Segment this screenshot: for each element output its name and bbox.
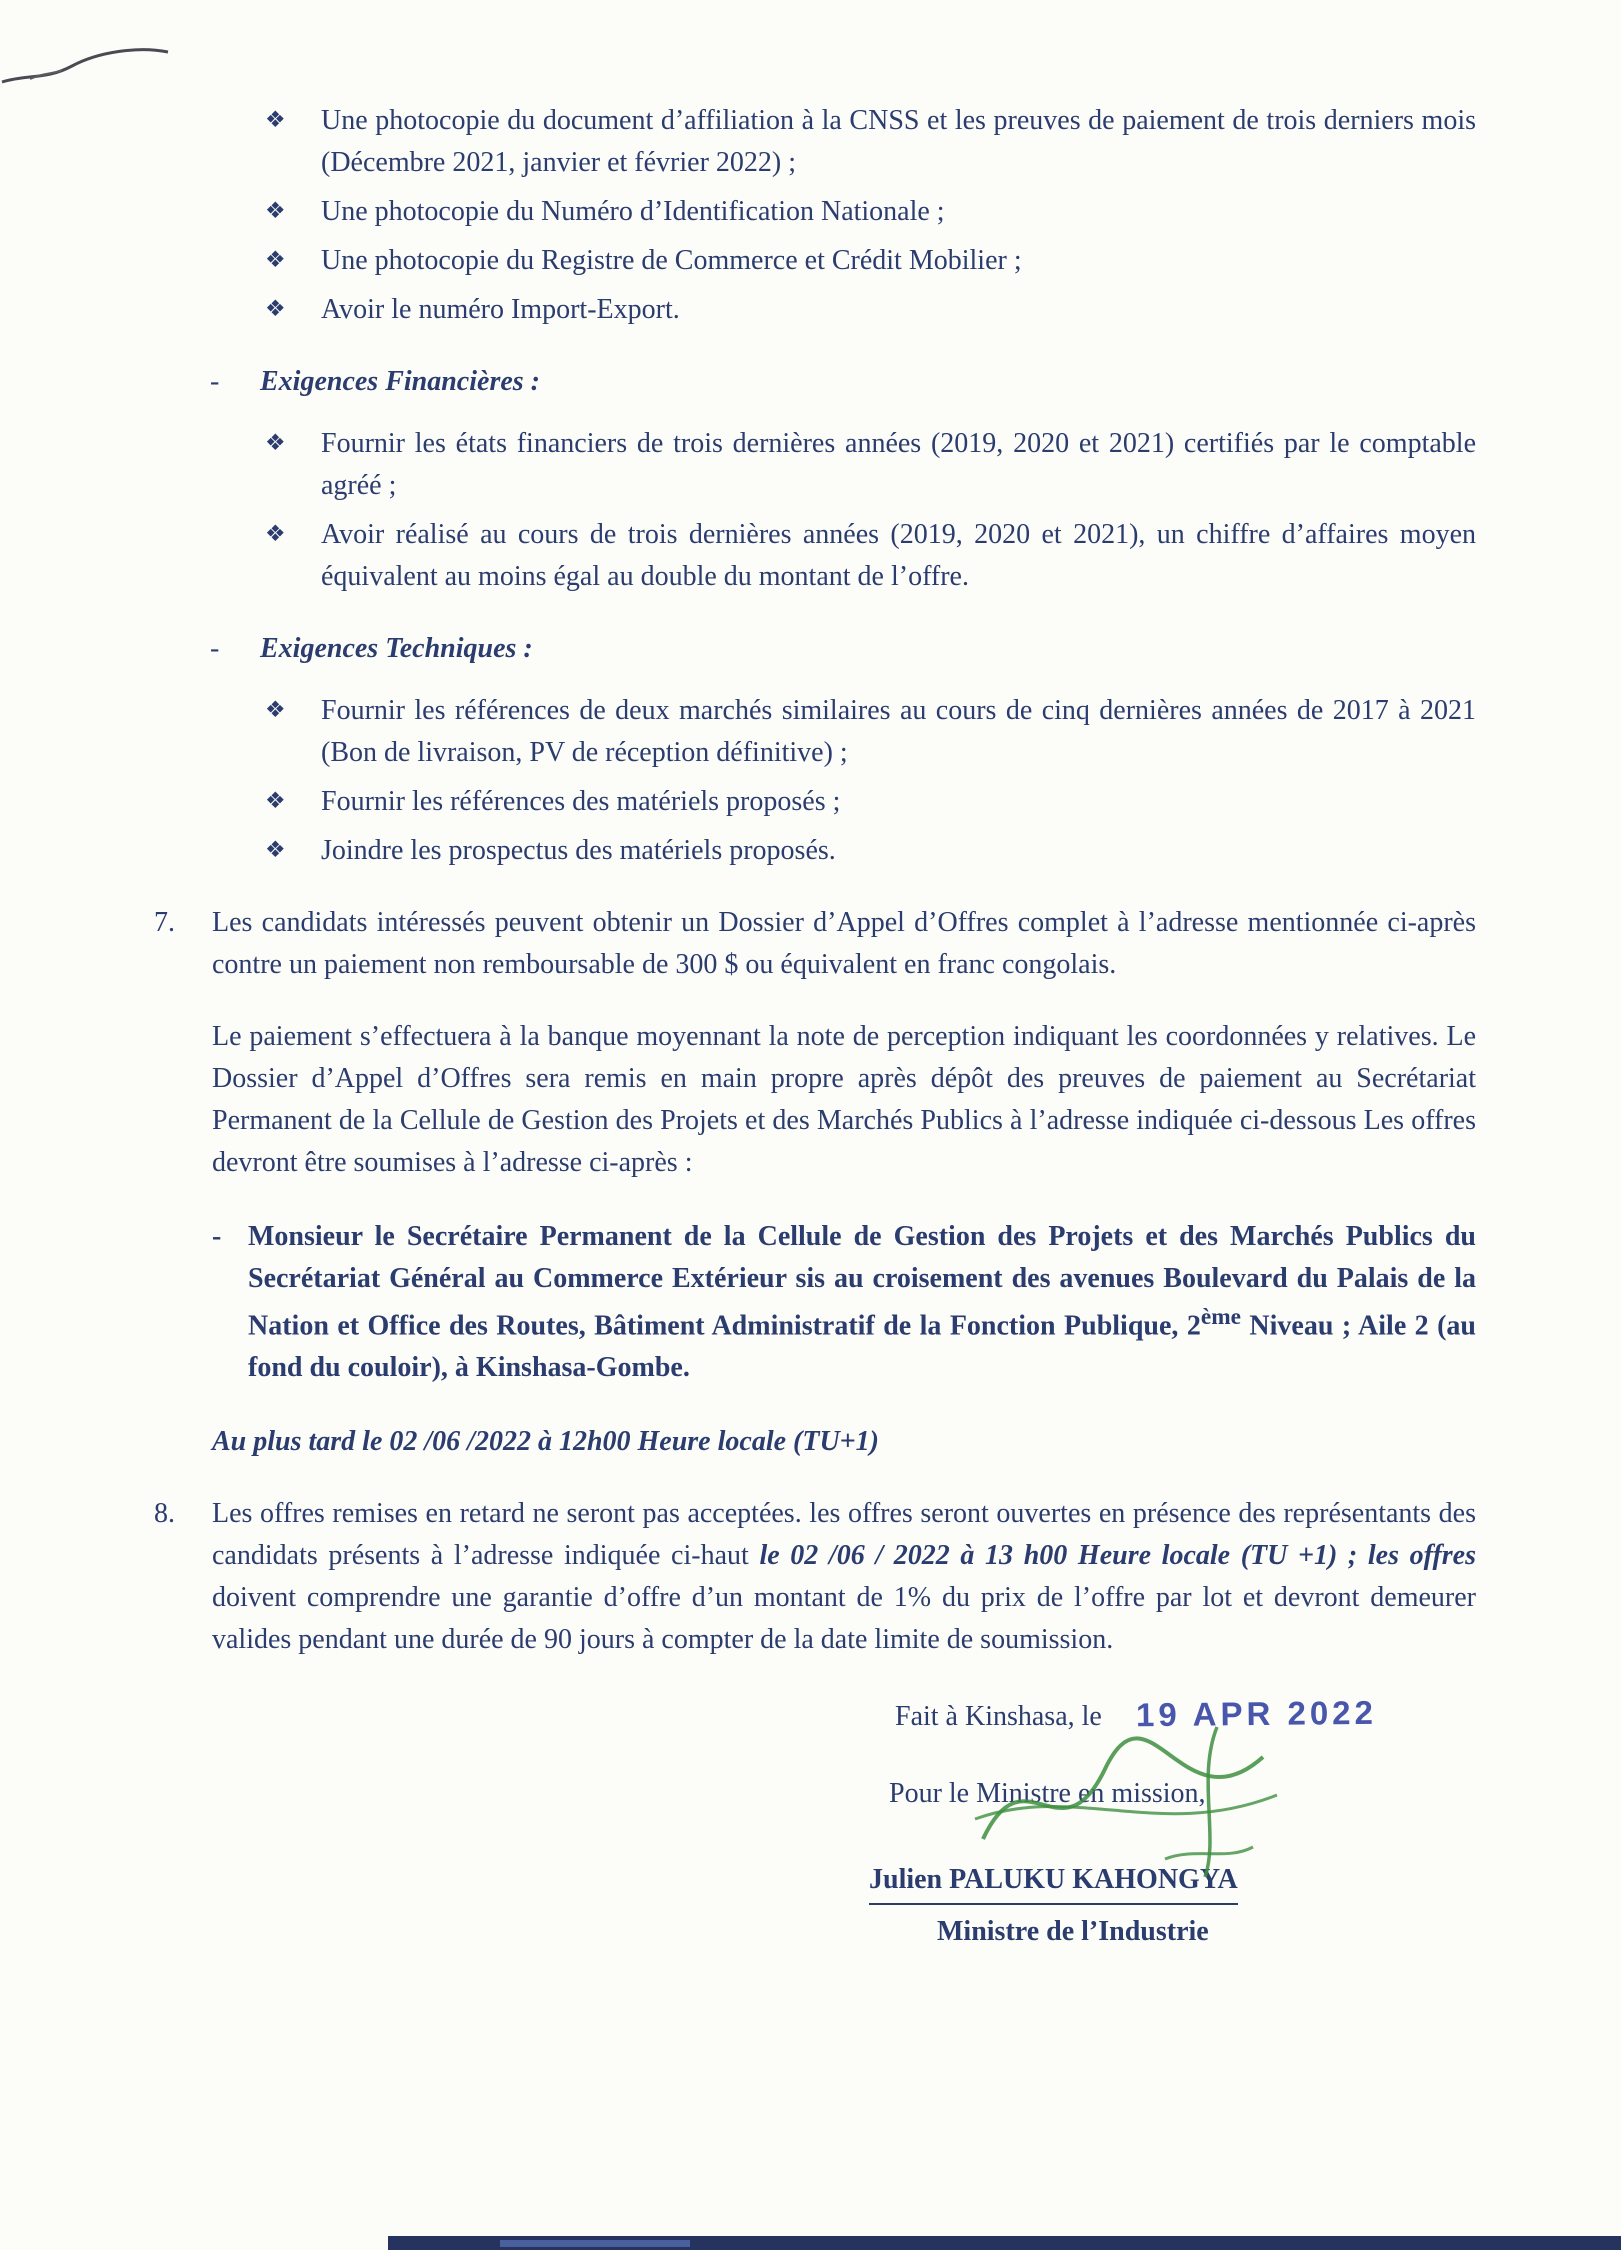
diamond-bullet-icon: ❖: [265, 107, 286, 132]
diamond-bullet-icon: ❖: [265, 296, 286, 321]
list-item: [265, 690, 1476, 774]
address-part-1: Monsieur le Secrétaire Permanent de la Cellule de Gestion des Projets et des Marchés Publics du Secrétariat Général au Commerce Extérieur sis au croisement des avenues Boulevard du Palais de la Nation et Office des Routes, Bâtiment Administratif de la Fonction Publique, 2: [248, 1221, 1476, 1342]
list-item-text: Avoir réalisé au cours de trois dernières années (2019, 2020 et 2021), un chiffre d’affaires moyen équivalent au moins égal au double du montant de l’offre.: [321, 519, 1476, 592]
list-item: [265, 781, 1476, 823]
diamond-bullet-icon: ❖: [265, 247, 286, 272]
for-minister-line: Pour le Ministre en mission,: [889, 1777, 1206, 1809]
list-item: [265, 240, 1476, 282]
financial-requirements-list: [150, 423, 1476, 598]
list-item: [265, 289, 1476, 331]
list-item-text: Une photocopie du document d’affiliation à la CNSS et les preuves de paiement de trois derniers mois (Décembre 2021, janvier et février 2022) ;: [321, 105, 1476, 178]
item-number: 8.: [154, 1498, 175, 1530]
dash-marker: -: [212, 1221, 222, 1252]
diamond-bullet-icon: ❖: [265, 198, 286, 223]
list-item: [265, 191, 1476, 233]
list-item-text: Fournir les états financiers de trois dernières années (2019, 2020 et 2021) certifiés par le comptable agréé ;: [321, 428, 1476, 501]
item8-segment-2: le 02 /06 / 2022 à 13 h00 Heure locale (TU +1) ; les offres: [759, 1540, 1477, 1572]
pen-scratch-artifact: [0, 24, 180, 94]
signatory-title: Ministre de l’Industrie: [937, 1915, 1209, 1947]
list-item-text: Fournir les références des matériels proposés ;: [321, 786, 841, 817]
diamond-bullet-icon: ❖: [265, 430, 286, 455]
diamond-bullet-icon: ❖: [265, 521, 286, 546]
dash-marker: -: [210, 633, 220, 664]
place-date-text: Fait à Kinshasa, le: [895, 1701, 1102, 1733]
submission-deadline: Au plus tard le 02 /06 /2022 à 12h00 Heure locale (TU+1): [212, 1426, 879, 1458]
address-superscript: ème: [1200, 1304, 1241, 1330]
address-part-2: Niveau ; Aile 2 (au fond du couloir), à Kinshasa-Gombe.: [248, 1310, 1476, 1384]
heading-text: Exigences Techniques :: [260, 633, 533, 664]
heading-text: Exigences Financières :: [260, 366, 540, 397]
address-block: [212, 1216, 1476, 1389]
list-item-text: Avoir le numéro Import-Export.: [321, 294, 680, 325]
address-text: [248, 1216, 1476, 1389]
diamond-bullet-icon: ❖: [265, 697, 286, 722]
place-date-line: [895, 1689, 1476, 1739]
signatory-name: Julien PALUKU KAHONGYA: [869, 1859, 1238, 1905]
item8-segment-3: doivent comprendre une garantie d’offre d’un montant de 1% du prix de l’offre par lot et devront demeurer valides pendant une durée de 90 jours à compter de la date limite de soumission.: [212, 1582, 1476, 1656]
footer-scan-bar-accent: [500, 2240, 690, 2247]
date-stamp: 19 APR 2022: [1135, 1694, 1377, 1734]
list-item-text: Fournir les références de deux marchés similaires au cours de cinq dernières années de 2017 à 2021 (Bon de livraison, PV de réception définitive) ;: [321, 695, 1476, 768]
closing-block: [869, 1689, 1476, 1953]
technical-requirements-heading: [210, 628, 1476, 670]
list-item-text: Une photocopie du Numéro d’Identification Nationale ;: [321, 196, 945, 227]
item-text: [212, 1493, 1476, 1661]
numbered-item-8: [150, 1493, 1476, 1661]
list-item: [265, 100, 1476, 184]
dash-marker: -: [210, 366, 220, 397]
financial-requirements-heading: [210, 361, 1476, 403]
list-item: [265, 514, 1476, 598]
technical-requirements-list: [150, 690, 1476, 872]
diamond-bullet-icon: ❖: [265, 837, 286, 862]
payment-paragraph: Le paiement s’effectuera à la banque moyennant la note de perception indiquant les coordonnées y relatives. Le Dossier d’Appel d’Offres sera remis en main propre après dépôt des preuves de paiement au Secrétariat Permanent de la Cellule de Gestion des Projets et des Marchés Publics à l’adresse indiquée ci-dessous Les offres devront être soumises à l’adresse ci-après :: [212, 1021, 1476, 1178]
document-content: [150, 100, 1476, 1953]
numbered-item-7: [150, 902, 1476, 986]
list-item: [265, 423, 1476, 507]
item-text: Les candidats intéressés peuvent obtenir un Dossier d’Appel d’Offres complet à l’adresse mentionnée ci-après contre un paiement non remboursable de 300 $ ou équivalent en franc congolais.: [212, 907, 1476, 980]
list-item-text: Joindre les prospectus des matériels proposés.: [321, 835, 836, 866]
item8-segment-1: Les offres remises en retard ne seront pas acceptées. les offres seront ouvertes en présence des représentants des candidats présents à l’adresse indiquée ci-haut: [212, 1498, 1476, 1572]
item-number: 7.: [154, 907, 175, 938]
list-item-text: Une photocopie du Registre de Commerce et Crédit Mobilier ;: [321, 245, 1022, 276]
list-item: [265, 830, 1476, 872]
administrative-requirements-list: [150, 100, 1476, 331]
diamond-bullet-icon: ❖: [265, 788, 286, 813]
